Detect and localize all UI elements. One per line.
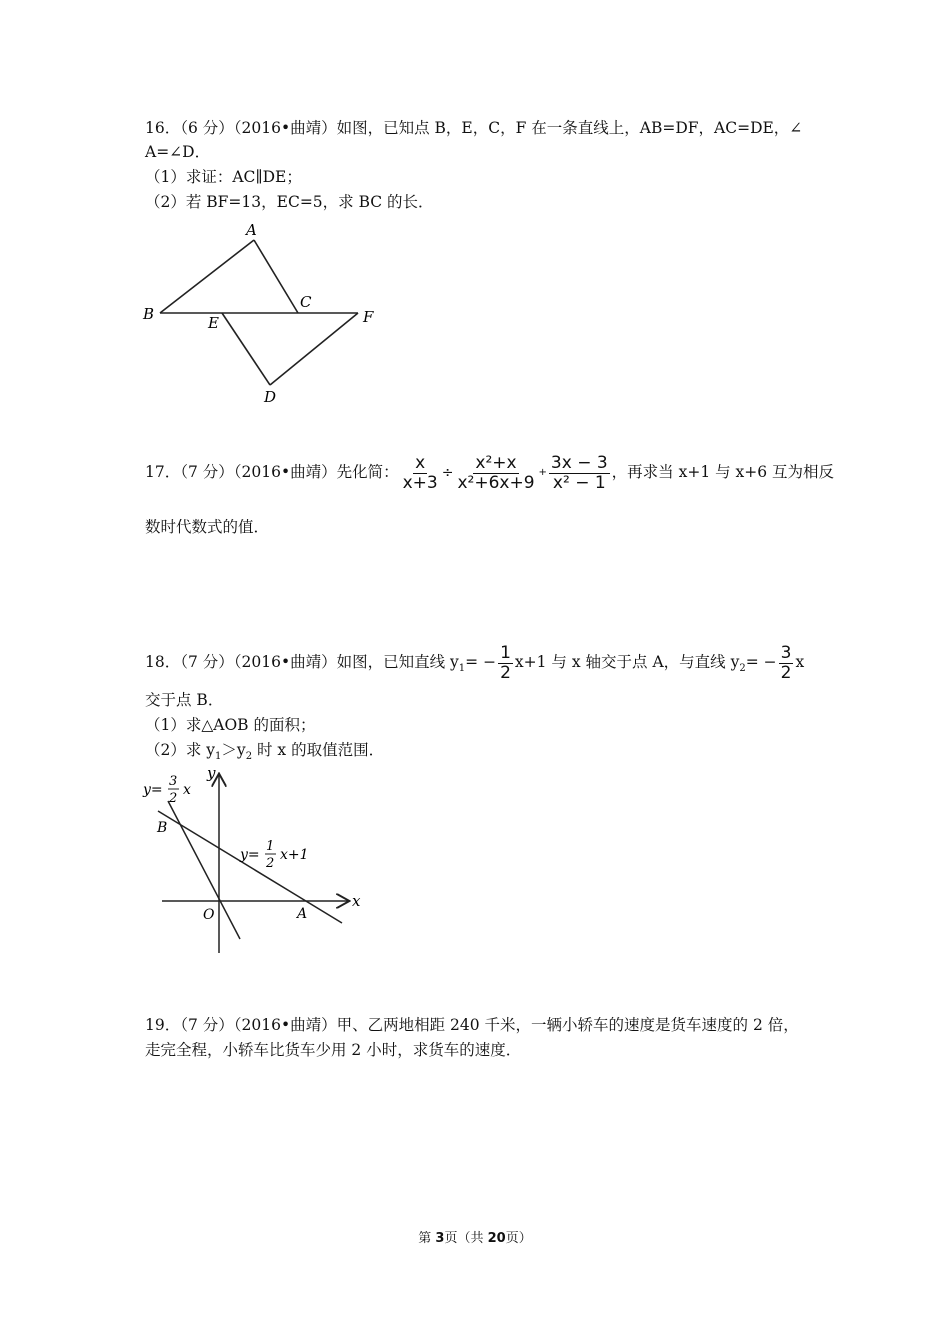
label-e: E xyxy=(208,314,219,332)
label-f: F xyxy=(363,308,374,326)
label-c: C xyxy=(300,293,312,311)
q16-part1: （1）求证：AC∥DE； xyxy=(145,168,302,186)
label-a: A xyxy=(246,221,257,239)
label-b: B xyxy=(157,820,168,836)
q16-part2: （2）若 BF=13，EC=5，求 BC 的长． xyxy=(145,193,434,211)
label-d: D xyxy=(264,388,277,406)
q18-prefix: 18．（7 分）（2016•曲靖）如图，已知直线 y xyxy=(145,653,459,671)
q17-plus: + xyxy=(538,467,547,478)
svg-text:x: x xyxy=(183,782,191,798)
q19-line1: 19．（7 分）（2016•曲靖）甲、乙两地相距 240 千米，一辆小轿车的速度是货车速度的 2 倍， xyxy=(145,1016,799,1034)
q17-line1 xyxy=(145,450,834,495)
q16-line2: A=∠D． xyxy=(145,143,211,161)
label-origin: O xyxy=(203,907,215,923)
page-number: 3 xyxy=(435,1231,445,1246)
q17-line2: 数时代数式的值． xyxy=(145,518,270,536)
svg-text:y=: y= xyxy=(143,782,163,798)
q18-fraction-1: $\frac{1}{2}$ xyxy=(500,642,511,683)
q18-part1: （1）求△AOB 的面积； xyxy=(145,716,316,734)
svg-text:y=: y= xyxy=(240,847,260,863)
svg-text:2: 2 xyxy=(266,856,275,871)
q17-suffix: ，再求当 x+1 与 x+6 互为相反 xyxy=(611,463,835,481)
segment-ed xyxy=(222,313,270,385)
q17-fraction-2: $\frac{\text{x²+x}}{\text{x²+6x+9}}$ xyxy=(457,452,535,493)
q17-prefix: 17．（7 分）（2016•曲靖）先化简： xyxy=(145,463,399,481)
q17-fraction-3: $\frac{3x - 3}{\text{x² − 1}}$ xyxy=(550,452,608,493)
segment-ac xyxy=(254,240,298,313)
page-total: 20 xyxy=(487,1231,506,1246)
svg-text:3: 3 xyxy=(169,774,178,789)
svg-text:2: 2 xyxy=(169,791,178,806)
segment-df xyxy=(270,313,358,385)
q19-line2: 走完全程，小轿车比货车少用 2 小时，求货车的速度． xyxy=(145,1041,522,1059)
segment-ab xyxy=(160,240,254,313)
q17-divide: ÷ xyxy=(441,465,454,481)
q18-line2: 交于点 B． xyxy=(145,691,224,709)
q18-line1: 18．（7 分）（2016•曲靖）如图，已知直线 $y_1=$ − $\frac{1}{2}$ x+1 与 x 轴交于点 A，与直线 $y_2=$ − $\frac{3}{2}$ x xyxy=(145,642,805,683)
q18-figure xyxy=(140,763,380,958)
q18-fraction-2: $\frac{3}{2}$ xyxy=(780,642,792,683)
label-b: B xyxy=(143,305,155,323)
svg-text:x+1: x+1 xyxy=(280,847,309,863)
label-y-axis: y xyxy=(207,764,216,782)
label-a: A xyxy=(297,906,308,922)
label-line-y2 xyxy=(142,774,191,806)
page-footer: 第 3页（共 20页） xyxy=(418,1231,532,1246)
q16-figure xyxy=(130,215,390,410)
q17-fraction-1: $\frac{x}{x+3}$ xyxy=(402,452,438,493)
q18-part2: （2）求 $y_1>y_2$ 时 x 的取值范围． xyxy=(145,741,385,763)
label-x-axis: x xyxy=(352,892,361,910)
q16-line1: 16．（6 分）（2016•曲靖）如图，已知点 B，E，C，F 在一条直线上，AB=DF，AC=DE，∠ xyxy=(145,119,803,137)
svg-text:1: 1 xyxy=(266,839,275,854)
line-y1 xyxy=(158,811,342,923)
